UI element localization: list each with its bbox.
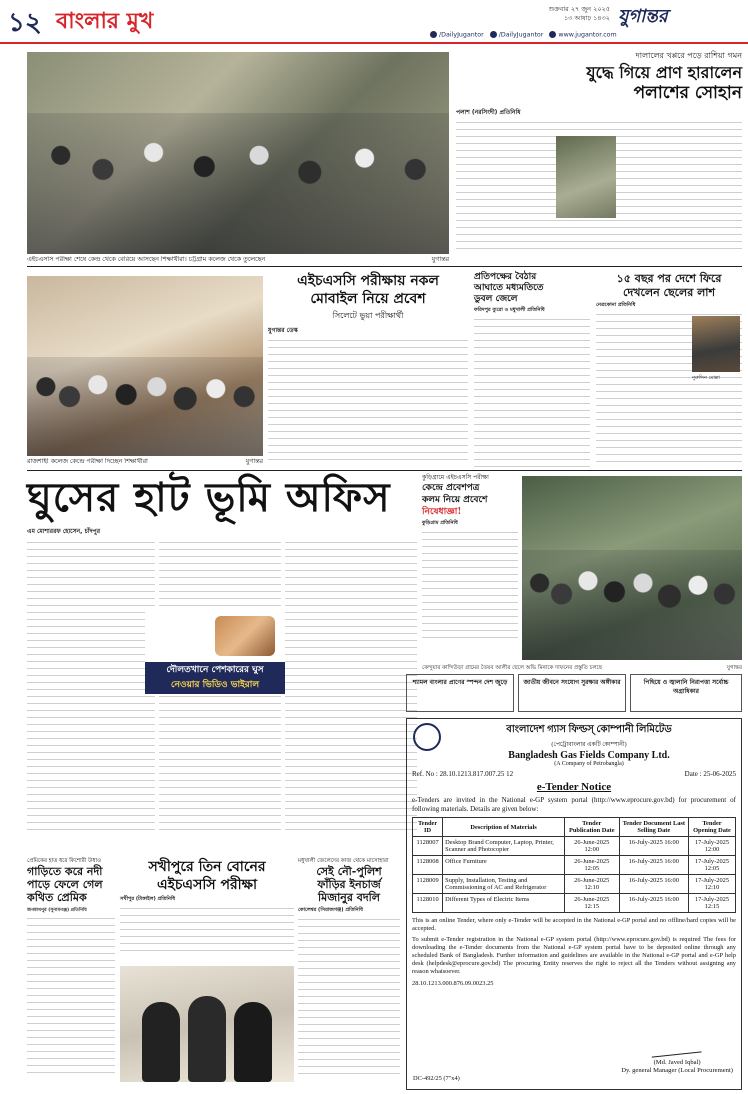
story-kicker: মধুখালী জেলেদের কাজ থেকে মাসোহারা — [298, 858, 389, 864]
headline-kicker: প্রেমিকের হাত ধরে কিশোরী উধাও — [27, 858, 102, 864]
notice-note: To submit e-Tender registration in the National e-GP system portal (http://www.eprocure.gov.bd) is required The fees for downloading the e-Tender documents from the National e-GP system portal have to be deposited online through any scheduled Bank of Bangladesh. Further information and guidelines are available in the National e-GP portal and e-GP help desk (helpdesk@eprocure.gov.bd) The procuring Entity reserves the right to reject all the Tenders without assigning any reason whatsoever. — [412, 936, 736, 975]
caption-text: কেন্দুয়ার কান্দিউড়া গ্রামের তৈয়ব আলীর ছেলে অভি মিনাকে দাফনের প্রস্তুতি চলছে — [422, 665, 603, 671]
table-row — [413, 837, 736, 856]
ad-box[interactable]: জাতীয় জীবনে সংযোগ সুরক্ষার অঙ্গীকার — [518, 674, 626, 712]
table-cell: 26-June-2025 12:10 — [564, 875, 619, 894]
notice-note: This is an online Tender, where only e-Tender will be accepted in the National e-GP portal and no offline/hard copies will be accepted. — [412, 917, 736, 932]
signer-designation: Dy. general Manager (Local Procurement) — [621, 1067, 733, 1074]
inset-caption-line: নেওয়ার ভিডিও ভাইরাল — [170, 680, 260, 690]
table-cell: 1128007 — [413, 837, 443, 856]
page-header — [0, 0, 748, 44]
byline: কুড়িগ্রাম প্রতিনিধি — [422, 520, 458, 526]
article-body — [285, 540, 417, 836]
table-header-row — [413, 818, 736, 837]
headline[interactable]: মোবাইল নিয়ে প্রবেশ — [310, 291, 426, 307]
table-header-cell: Tender ID — [413, 818, 443, 837]
masthead-logo: যুগান্তর — [618, 6, 668, 27]
story-soldier — [456, 50, 742, 265]
headline[interactable]: সখীপুরে তিন বোনের — [148, 859, 266, 875]
headline[interactable]: ফাঁড়ির ইনচার্জ — [317, 878, 381, 891]
table-header-cell: Tender Publication Date — [564, 818, 619, 837]
facebook-icon — [490, 31, 497, 38]
signature — [650, 1038, 701, 1057]
company-name-bn: বাংলাদেশ গ্যাস ফিল্ডস্ কোম্পানী লিমিটেড — [506, 724, 672, 735]
table-header-cell: Tender Opening Date — [689, 818, 736, 837]
article-body — [422, 530, 518, 642]
caption-text: এইচএসসি পরীক্ষা শেষে কেন্দ্র থেকে বেরিয়ে আসছেন শিক্ষার্থীরা। চট্টগ্রাম কলেজ থেকে তুলেছেন — [27, 256, 266, 263]
table-cell: 17-July-2025 12:10 — [689, 875, 736, 894]
article-body — [27, 916, 115, 1078]
table-cell: Office Furniture — [443, 856, 565, 875]
social-links — [430, 31, 617, 39]
subheadline: সিলেটে ভুয়া পরীক্ষার্থী — [332, 311, 404, 320]
page-number: ১২ — [8, 8, 42, 38]
company-name-en: Bangladesh Gas Fields Company Ltd. — [508, 750, 670, 761]
byline: নেত্রকোনা প্রতিনিধি — [596, 302, 636, 308]
headline[interactable]: পাড়ে ফেলে গেল — [27, 878, 103, 891]
table-cell: 26-June-2025 12:15 — [564, 894, 619, 913]
photo-credit: যুগান্তর — [245, 458, 263, 465]
social-link-2[interactable]: /DailyJugantor — [498, 31, 544, 39]
table-cell: Different Types of Electric Items — [443, 894, 565, 913]
reference-number: Ref. No : 28.10.1213.817.007.25 12 — [412, 770, 514, 778]
story-teen-girl — [27, 858, 115, 1088]
headline[interactable]: যুদ্ধে গিয়ে প্রাণ হারালেন — [586, 63, 742, 82]
table-cell: 26-June-2025 12:00 — [564, 837, 619, 856]
headline-kicker: কুড়িগ্রামে এইচএসসি পরীক্ষা — [422, 474, 489, 481]
money-hand-illustration — [215, 616, 275, 656]
ad-box[interactable]: শ্যামল বাংলার প্রাণের স্পন্দন দেশ জুড়ে — [406, 674, 514, 712]
tender-table — [412, 817, 736, 913]
memo-number: 28.10.1213.000.876.09.0023.25 — [412, 980, 494, 987]
table-cell: 1128010 — [413, 894, 443, 913]
headline[interactable]: এইচএসসি পরীক্ষা — [156, 877, 258, 893]
table-cell: 17-July-2025 12:05 — [689, 856, 736, 875]
table-row — [413, 894, 736, 913]
story-hsc-cheating — [268, 272, 468, 466]
article-body — [27, 540, 155, 836]
byline: যুগান্তর ডেস্ক — [268, 327, 298, 334]
company-sub-en: (A Company of Petrobangla) — [554, 761, 624, 767]
exam-hall-caption — [27, 458, 263, 466]
ad-box[interactable]: পিছিয়ে ও জ্বালানি নিরাপত্তা সর্বোচ্চ অগ্রাধিকার — [630, 674, 742, 712]
table-cell: Desktop Brand Computer, Laptop, Printer, Scanner and Photocopier — [443, 837, 565, 856]
headline[interactable]: দেখলেন ছেলের লাশ — [623, 286, 715, 299]
story-kicker: দালালের খপ্পরে পড়ে রাশিয়া গমন — [635, 51, 742, 60]
photo-credit: যুগান্তর — [726, 665, 742, 671]
signer-name: (Md. Javed Iqbal) — [653, 1059, 701, 1066]
headline[interactable]: গাড়িতে করে নদী — [27, 865, 103, 878]
ads-strip — [406, 674, 742, 714]
social-link-1[interactable]: /DailyJugantor — [439, 31, 484, 39]
byline: সখীপুর (টাঙ্গাইল) প্রতিনিধি — [120, 896, 176, 902]
headline[interactable]: কথিত প্রেমিক — [27, 891, 87, 904]
table-cell: 16-July-2025 16:00 — [619, 875, 688, 894]
byline: জগন্নাথপুর (সুনামগঞ্জ) প্রতিনিধি — [27, 908, 87, 913]
headline[interactable]: পলাশের সোহান — [633, 83, 742, 103]
section-title: বাংলার মুখ — [56, 8, 154, 34]
twitter-icon — [430, 31, 437, 38]
headline[interactable]: সেই নৌ-পুলিশ — [316, 865, 382, 878]
nuruddin-caption: নুরুদ্দিন মোল্লা — [692, 375, 720, 381]
table-cell: 16-July-2025 16:00 — [619, 837, 688, 856]
hsc-exit-photo — [27, 52, 449, 254]
table-cell: 1128009 — [413, 875, 443, 894]
company-logo — [413, 723, 441, 751]
divider — [27, 266, 742, 267]
sisters-photo — [120, 966, 294, 1082]
table-row — [413, 856, 736, 875]
article-body — [120, 906, 294, 956]
headline[interactable]: প্রতিপক্ষের বৈঠার — [474, 272, 537, 282]
table-cell: 16-July-2025 16:00 — [619, 856, 688, 875]
funeral-caption — [422, 664, 742, 672]
article-body — [298, 917, 400, 1077]
article-body — [268, 338, 468, 464]
byline: কোলেশ্বর (সিরাজগঞ্জ) প্রতিনিধি — [298, 907, 363, 913]
table-header-cell: Description of Materials — [443, 818, 565, 837]
byline: পলাশ (নরসিংদী) প্রতিনিধি — [456, 109, 521, 116]
tender-notice — [406, 718, 742, 1090]
headline[interactable]: কেন্দ্রে প্রবেশপত্র — [422, 483, 480, 493]
table-cell: 17-July-2025 12:00 — [689, 837, 736, 856]
table-cell: 26-June-2025 12:05 — [564, 856, 619, 875]
notice-date: Date : 25-06-2025 — [684, 770, 736, 778]
story-police-transfer — [298, 858, 400, 1088]
funeral-photo — [522, 476, 742, 660]
story-returnee — [596, 272, 742, 466]
headline[interactable]: আঘাতে মধ্যমতিতে — [474, 283, 544, 293]
caption-text: রাজশাহী কলেজ কেন্দ্রে পরীক্ষা দিচ্ছেন শিক্ষার্থীরা — [27, 458, 148, 465]
headline[interactable]: এইচএসসি পরীক্ষায় নকল — [297, 273, 439, 289]
table-header-cell: Tender Document Last Selling Date — [619, 818, 688, 837]
story-fisherman — [474, 272, 590, 466]
inset-caption-line: দৌলতখানে পেশকারের ঘুস — [166, 665, 264, 675]
photo-credit: যুগান্তর — [431, 256, 449, 263]
headline[interactable]: ডুবল জেলে — [474, 294, 518, 304]
website-link[interactable]: www.jugantor.com — [558, 31, 617, 39]
notice-intro: e-Tenders are invited in the National e-GP system portal (http://www.eprocure.gov.bd) for procurement of following materials. Details are given below: — [412, 796, 736, 813]
page-date — [520, 5, 610, 23]
table-cell: 1128008 — [413, 856, 443, 875]
exam-hall-photo — [27, 276, 263, 456]
table-row — [413, 875, 736, 894]
story-land-office — [27, 474, 417, 854]
headline[interactable]: ঘুসের হাট ভূমি অফিস — [27, 474, 391, 521]
byline: এম মোশাররফ হোসেন, চাঁদপুর — [27, 528, 101, 535]
table-cell: 16-July-2025 16:00 — [619, 894, 688, 913]
story-kurigram — [422, 474, 518, 666]
divider — [27, 470, 742, 471]
notice-title: e-Tender Notice — [536, 781, 612, 793]
headline[interactable]: কলম নিয়ে প্রবেশে — [422, 495, 488, 505]
headline[interactable]: নিষেধাজ্ঞা! — [422, 507, 462, 517]
byline: ফরিদপুর ব্যুরো ও মধুখালী প্রতিনিধি — [474, 307, 545, 313]
globe-icon — [549, 31, 556, 38]
nuruddin-photo — [692, 316, 740, 372]
article-body — [474, 317, 590, 467]
dc-number: DC-492/25 (7"x4) — [413, 1075, 460, 1082]
date-line-bn: ১৩ আষাঢ় ১৪৩২ — [563, 14, 610, 22]
inset-caption — [145, 662, 285, 694]
headline[interactable]: ১৫ বছর পর দেশে ফিরে — [616, 272, 722, 285]
company-sub-bn: (পেট্রোবাংলার একটি কোম্পানী) — [551, 742, 627, 748]
hsc-exit-photo-caption — [27, 256, 449, 264]
headline[interactable]: মিজানুর বদলি — [318, 891, 380, 904]
story-three-sisters — [120, 858, 294, 1088]
table-cell: 17-July-2025 12:15 — [689, 894, 736, 913]
soldier-portrait — [556, 136, 616, 218]
table-cell: Supply, Installation, Testing and Commissioning of AC and Refrigerator — [443, 875, 565, 894]
bribe-inset-image — [145, 612, 285, 696]
date-line: শুক্রবার ২৭ জুন ২০২৫ — [548, 5, 610, 13]
